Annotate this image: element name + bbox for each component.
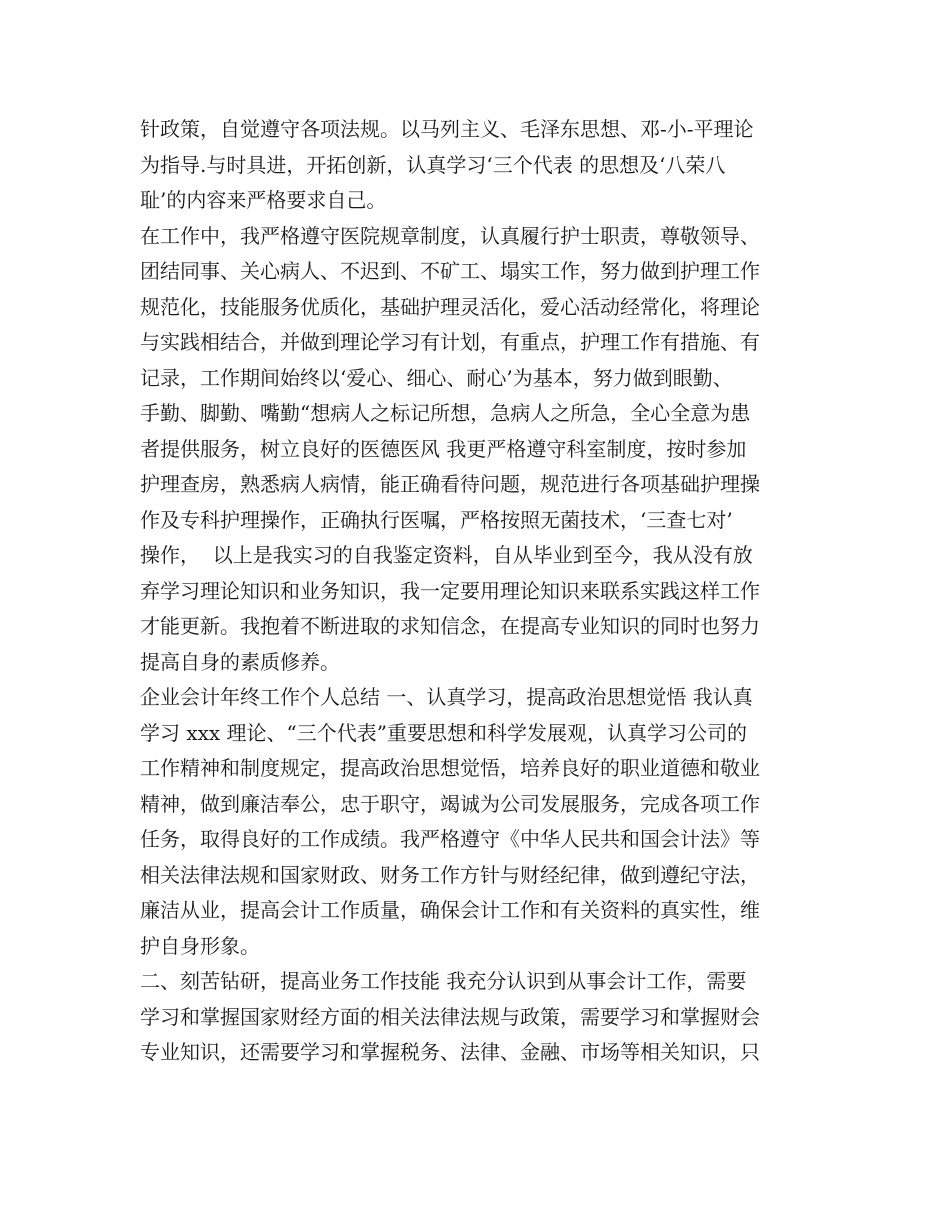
text-line: 专业知识，还需要学习和掌握税务、法律、金融、市场等相关知识，只 xyxy=(140,1040,760,1064)
text-line: 与实践相结合，并做到理论学习有计划，有重点，护理工作有措施、有 xyxy=(140,330,760,354)
text-line: 手勤、脚勤、嘴勤“想病人之标记所想，急病人之所急，全心全意为患 xyxy=(140,401,751,425)
text-line: 记录，工作期间始终以‘爱心、细心、耐心’为基本，努力做到眼勤、 xyxy=(140,365,733,390)
text-line: 护自身形象。 xyxy=(140,933,260,958)
text-line: 者提供服务，树立良好的医德医风 我更严格遵守科室制度，按时参加 xyxy=(140,436,747,461)
text-line: 为指导.与时具进，开拓创新，认真学习‘三个代表 的思想及‘八荣八 xyxy=(140,152,726,177)
text-line: 精神，做到廉洁奉公，忠于职守，竭诚为公司发展服务，完成各项工作 xyxy=(140,791,760,816)
text-line: 在工作中，我严格遵守医院规章制度，认真履行护士职责，尊敬领导、 xyxy=(140,223,760,248)
text-line: 提高自身的素质修养。 xyxy=(140,649,340,674)
text-line: 学习和掌握国家财经方面的相关法律法规与政策，需要学习和掌握财会 xyxy=(140,1004,760,1029)
text-line: 作及专科护理操作，正确执行医嘱，严格按照无菌技术，‘三查七对’ xyxy=(140,507,733,532)
document-text-body xyxy=(140,112,830,1071)
text-line: 针政策，自觉遵守各项法规。以马列主义、毛泽东思想、邓-小-平理论 xyxy=(140,117,754,141)
text-line: 企业会计年终工作个人总结 一、认真学习，提高政治思想觉悟 我认真 xyxy=(140,685,753,709)
text-line: 二、刻苦钻研，提高业务工作技能 我充分认识到从事会计工作，需要 xyxy=(140,969,747,993)
text-line: 团结同事、关心病人、不迟到、不矿工、塌实工作，努力做到护理工作 xyxy=(140,259,760,283)
text-line: 任务，取得良好的工作成绩。我严格遵守《中华人民共和国会计法》等 xyxy=(140,827,760,851)
text-line: 规范化，技能服务优质化，基础护理灵活化，爱心活动经常化，将理论 xyxy=(140,294,760,319)
text-line: 耻’的内容来严格要求自己。 xyxy=(140,188,387,212)
text-line: 工作精神和制度规定，提高政治思想觉悟，培养良好的职业道德和敬业 xyxy=(140,756,760,780)
text-line: 操作， 以上是我实习的自我鉴定资料，自从毕业到至今，我从没有放 xyxy=(140,543,753,567)
text-line: 学习 xxx 理论、“三个代表”重要思想和科学发展观，认真学习公司的 xyxy=(140,720,748,745)
text-line: 弃学习理论知识和业务知识，我一定要用理论知识来联系实践这样工作 xyxy=(140,578,760,603)
text-line: 护理查房，熟悉病人病情，能正确看待问题，规范进行各项基础护理操 xyxy=(140,472,760,496)
text-line: 才能更新。我抱着不断进取的求知信念，在提高专业知识的同时也努力 xyxy=(140,614,760,638)
text-line: 廉洁从业，提高会计工作质量，确保会计工作和有关资料的真实性，维 xyxy=(140,898,760,922)
text-line: 相关法律法规和国家财政、财务工作方针与财经纪律，做到遵纪守法， xyxy=(140,862,760,887)
